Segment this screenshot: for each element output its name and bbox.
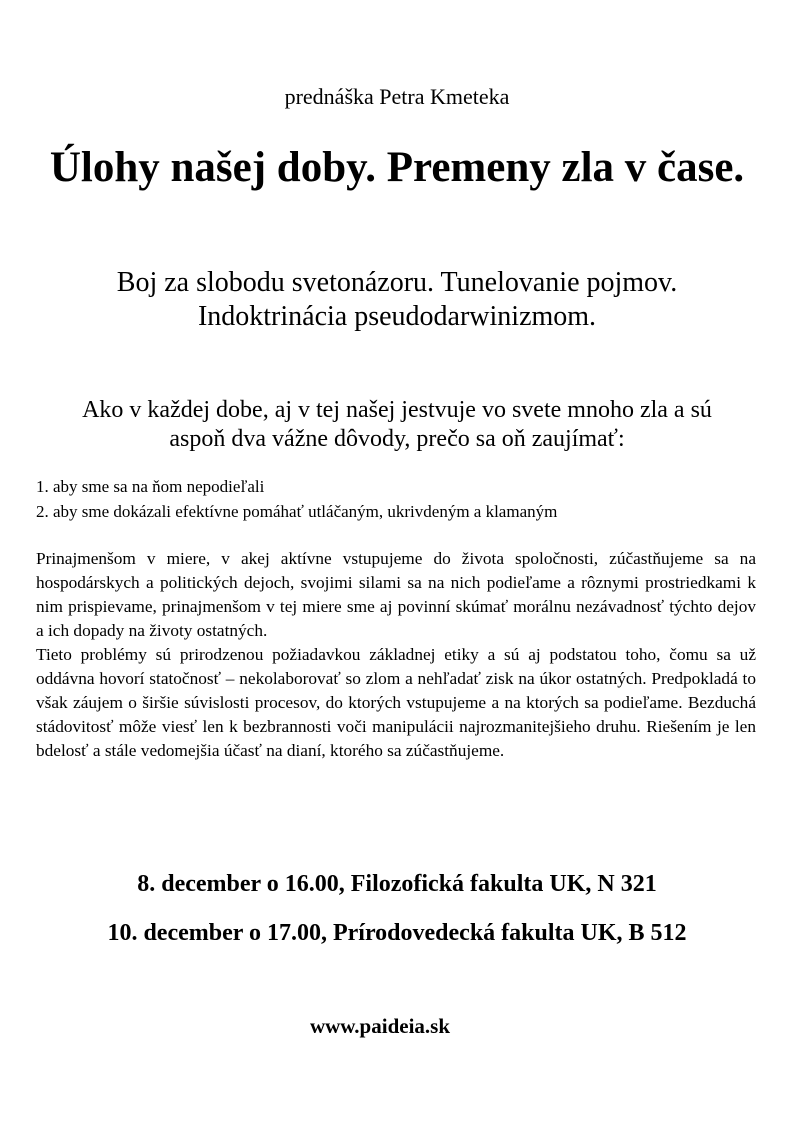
lecture-themes	[0, 266, 794, 334]
event-date-2: 10. december o 17.00, Prírodovedecká fakulta UK, B 512	[107, 920, 687, 946]
page-title: Úlohy našej doby. Premeny zla v čase.	[49, 144, 745, 191]
lecture-subtitle: prednáška Petra Kmeteka	[284, 84, 510, 109]
body-paragraph-2: Tieto problémy sú prirodzenou požiadavkou základnej etiky a sú aj podstatou toho, čomu sa už oddávna hovorí statočnosť – nekolaborovať so zlom a nehľadať zisk na úkor ostatných. Predpokladá to však záujem o širšie súvislosti procesov, do ktorých vstupujeme a na ktorých sa podieľame. Bezduchá stádovitosť môže viesť len k bezbrannosti voči manipulácii najrozmanitejšieho druhu. Riešením je len bdelosť a stále vedomejšia účasť na dianí, ktorého sa zúčastňujeme.	[36, 645, 756, 760]
reason-item-2: 2. aby sme dokázali efektívne pomáhať utláčaným, ukrivdeným a klamaným	[36, 502, 558, 521]
intro-line-1: Ako v každej dobe, aj v tej našej jestvuje vo svete mnoho zla a sú	[82, 397, 712, 423]
website-link[interactable]: www.paideia.sk	[309, 1014, 451, 1038]
intro-text	[0, 396, 794, 454]
reason-item-1: 1. aby sme sa na ňom nepodieľali	[36, 477, 265, 496]
intro-line-2: aspoň dva vážne dôvody, prečo sa oň zaujímať:	[169, 426, 625, 452]
themes-line-2: Indoktrinácia pseudodarwinizmom.	[197, 301, 597, 332]
reasons-list	[36, 474, 756, 524]
event-date-1: 8. december o 16.00, Filozofická fakulta UK, N 321	[137, 871, 657, 897]
body-paragraph-1: Prinajmenšom v miere, v akej aktívne vstupujeme do života spoločnosti, zúčastňujeme sa na hospodárskych a politických dejoch, svojimi silami sa na nich podieľame a rôznymi prostriedkami k nim prispievame, prinajmenšom v tej miere sme aj povinní skúmať morálnu nezávadnosť týchto dejov a ich dopady na životy ostatných.	[36, 549, 756, 640]
themes-line-1: Boj za slobodu svetonázoru. Tunelovanie pojmov.	[116, 267, 678, 298]
body-text	[36, 547, 756, 763]
